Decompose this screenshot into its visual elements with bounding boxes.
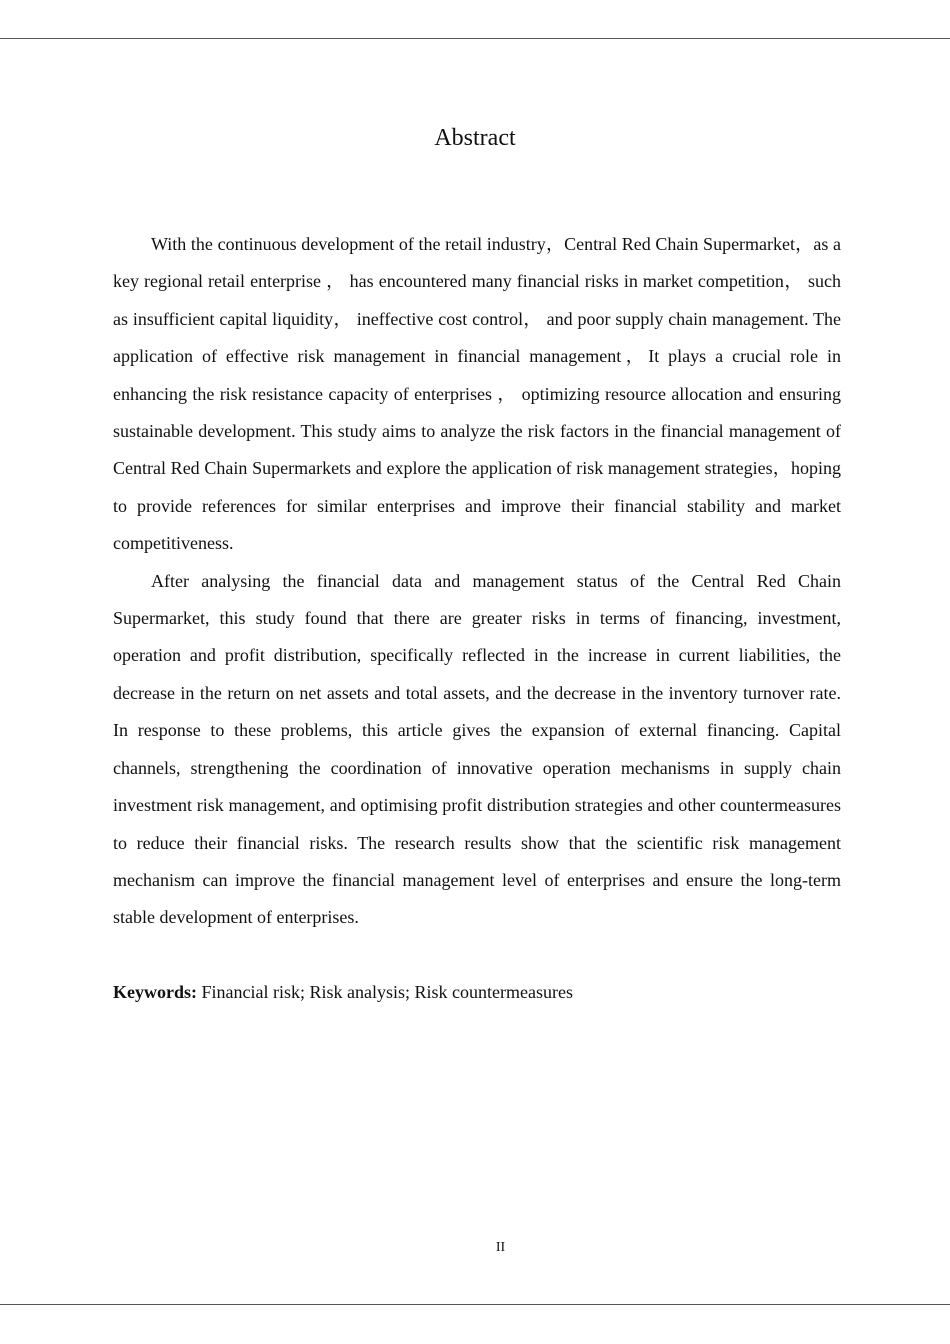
- header-rule: [0, 38, 950, 39]
- abstract-paragraph-1: With the continuous development of the retail industry，Central Red Chain Supermarket，as a key regional retail enterprise ， has encountered many financial risks in market competition， such as insufficient capital liquidity， ineffective cost control， and poor supply chain management. The application of effective risk management in financial management，It plays a crucial role in enhancing the risk resistance capacity of enterprises ， optimizing resource allocation and ensuring sustainable development. This study aims to analyze the risk factors in the financial management of Central Red Chain Supermarkets and explore the application of risk management strategies，hoping to provide references for similar enterprises and improve their financial stability and market competitiveness.: [113, 234, 841, 554]
- footer-rule: [0, 1304, 950, 1305]
- abstract-body: [113, 226, 841, 937]
- keywords-line: [113, 978, 841, 1006]
- abstract-paragraph-2: After analysing the financial data and management status of the Central Red Chain Supermarket, this study found that there are greater risks in terms of financing, investment, operation and profit distribution, specifically reflected in the increase in current liabilities, the decrease in the return on net assets and total assets, and the decrease in the inventory turnover rate. In response to these problems, this article gives the expansion of external financing. Capital channels, strengthening the coordination of innovative operation mechanisms in supply chain investment risk management, and optimising profit distribution strategies and other countermeasures to reduce their financial risks. The research results show that the scientific risk management mechanism can improve the financial management level of enterprises and ensure the long-term stable development of enterprises.: [113, 570, 841, 928]
- page-title: Abstract: [434, 125, 516, 151]
- keywords-text: Financial risk; Risk analysis; Risk countermeasures: [201, 982, 573, 1002]
- keywords-label: Keywords:: [113, 982, 197, 1002]
- page-number: II: [495, 1240, 506, 1255]
